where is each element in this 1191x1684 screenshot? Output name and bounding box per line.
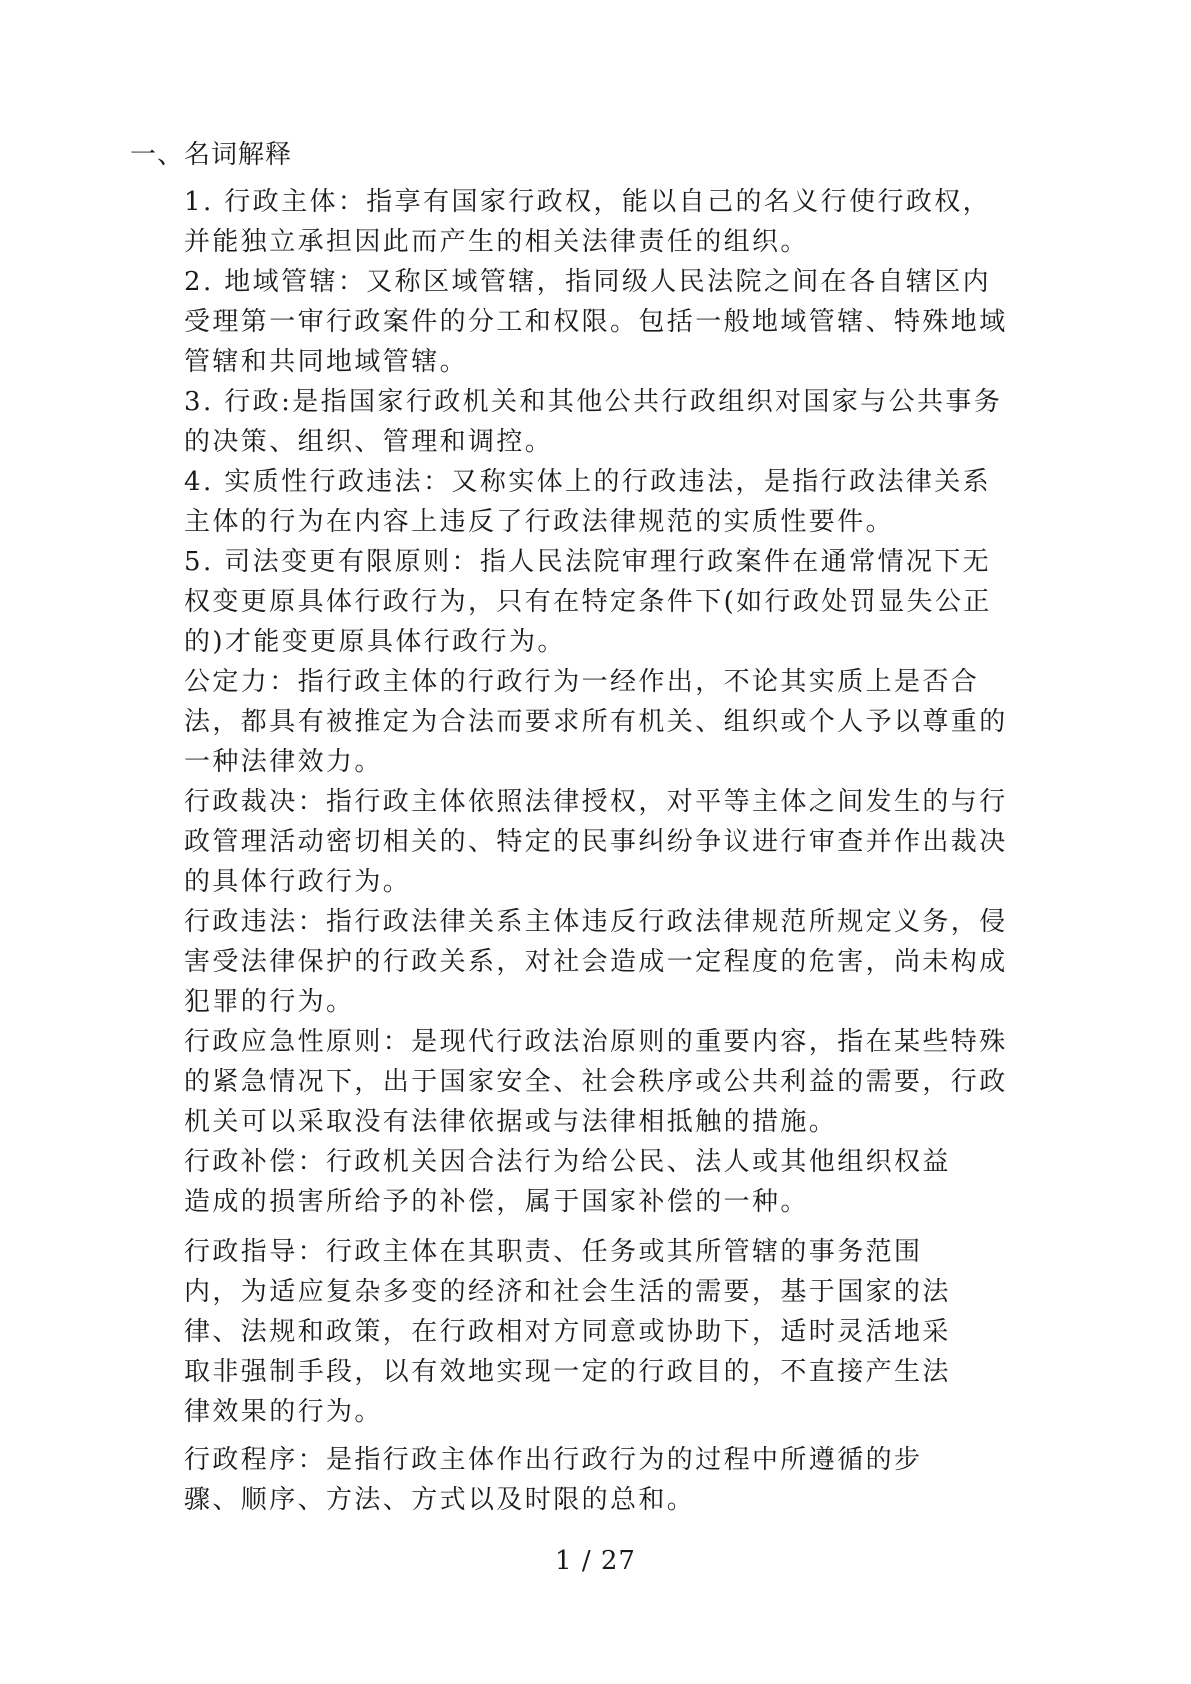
- text-line: 律、法规和政策，在行政相对方同意或协助下，适时灵活地采: [184, 1317, 951, 1347]
- text-line: 主体的行为在内容上违反了行政法律规范的实质性要件。: [184, 507, 895, 537]
- text-line: 律效果的行为。: [184, 1397, 383, 1427]
- text-line: 的)才能变更原具体行政行为。: [184, 627, 566, 657]
- text-line: 取非强制手段，以有效地实现一定的行政目的，不直接产生法: [184, 1357, 951, 1387]
- text-line: 害受法律保护的行政关系，对社会造成一定程度的危害，尚未构成: [184, 947, 1008, 977]
- definition-entry: [184, 382, 1002, 462]
- text-line: 3. 行政:是指国家行政机关和其他公共行政组织对国家与公共事务: [184, 387, 1003, 417]
- text-line: 一种法律效力。: [184, 747, 383, 777]
- definition-entry: [184, 782, 1008, 902]
- text-line: 1. 行政主体：指享有国家行政权，能以自己的名义行使行政权，: [184, 187, 992, 217]
- text-line: 的具体行政行为。: [184, 867, 412, 897]
- text-line: 管辖和共同地域管辖。: [184, 347, 469, 377]
- text-line: 造成的损害所给予的补偿，属于国家补偿的一种。: [184, 1187, 809, 1217]
- text-line: 并能独立承担因此而产生的相关法律责任的组织。: [184, 227, 809, 257]
- text-line: 受理第一审行政案件的分工和权限。包括一般地域管辖、特殊地域: [184, 307, 1008, 337]
- text-line: 行政应急性原则：是现代行政法治原则的重要内容，指在某些特殊: [184, 1027, 1008, 1057]
- definition-entry: [184, 182, 991, 262]
- definition-entry: [184, 902, 1008, 1022]
- text-line: 行政裁决：指行政主体依照法律授权，对平等主体之间发生的与行: [184, 787, 1008, 817]
- definition-entry: [184, 1142, 951, 1222]
- definition-entry: [184, 1232, 951, 1432]
- text-line: 行政补偿：行政机关因合法行为给公民、法人或其他组织权益: [184, 1147, 951, 1177]
- text-line: 犯罪的行为。: [184, 987, 355, 1017]
- section-title: 一、名词解释: [130, 140, 293, 170]
- text-line: 公定力：指行政主体的行政行为一经作出，不论其实质上是否合: [184, 667, 980, 697]
- text-line: 5. 司法变更有限原则：指人民法院审理行政案件在通常情况下无: [184, 547, 992, 577]
- text-line: 行政违法：指行政法律关系主体违反行政法律规范所规定义务，侵: [184, 907, 1008, 937]
- text-line: 行政指导：行政主体在其职责、任务或其所管辖的事务范围: [184, 1237, 923, 1267]
- text-line: 法，都具有被推定为合法而要求所有机关、组织或个人予以尊重的: [184, 707, 1008, 737]
- page-number: 1 / 27: [555, 1546, 636, 1576]
- definition-entry: [184, 462, 991, 542]
- definition-entry: [184, 1022, 1008, 1142]
- text-line: 4. 实质性行政违法：又称实体上的行政违法，是指行政法律关系: [184, 467, 992, 497]
- text-line: 内，为适应复杂多变的经济和社会生活的需要，基于国家的法: [184, 1277, 951, 1307]
- definition-entry: [184, 662, 1008, 782]
- text-line: 机关可以采取没有法律依据或与法律相抵触的措施。: [184, 1107, 838, 1137]
- definition-entry: [184, 1440, 922, 1520]
- text-line: 骤、顺序、方法、方式以及时限的总和。: [184, 1485, 696, 1515]
- text-line: 2. 地域管辖：又称区域管辖，指同级人民法院之间在各自辖区内: [184, 267, 992, 297]
- definition-entry: [184, 542, 992, 662]
- definition-entry: [184, 262, 1008, 382]
- text-line: 权变更原具体行政行为，只有在特定条件下(如行政处罚显失公正: [184, 587, 992, 617]
- text-line: 的决策、组织、管理和调控。: [184, 427, 554, 457]
- text-line: 行政程序：是指行政主体作出行政行为的过程中所遵循的步: [184, 1445, 923, 1475]
- text-line: 的紧急情况下，出于国家安全、社会秩序或公共利益的需要，行政: [184, 1067, 1008, 1097]
- text-line: 政管理活动密切相关的、特定的民事纠纷争议进行审查并作出裁决: [184, 827, 1008, 857]
